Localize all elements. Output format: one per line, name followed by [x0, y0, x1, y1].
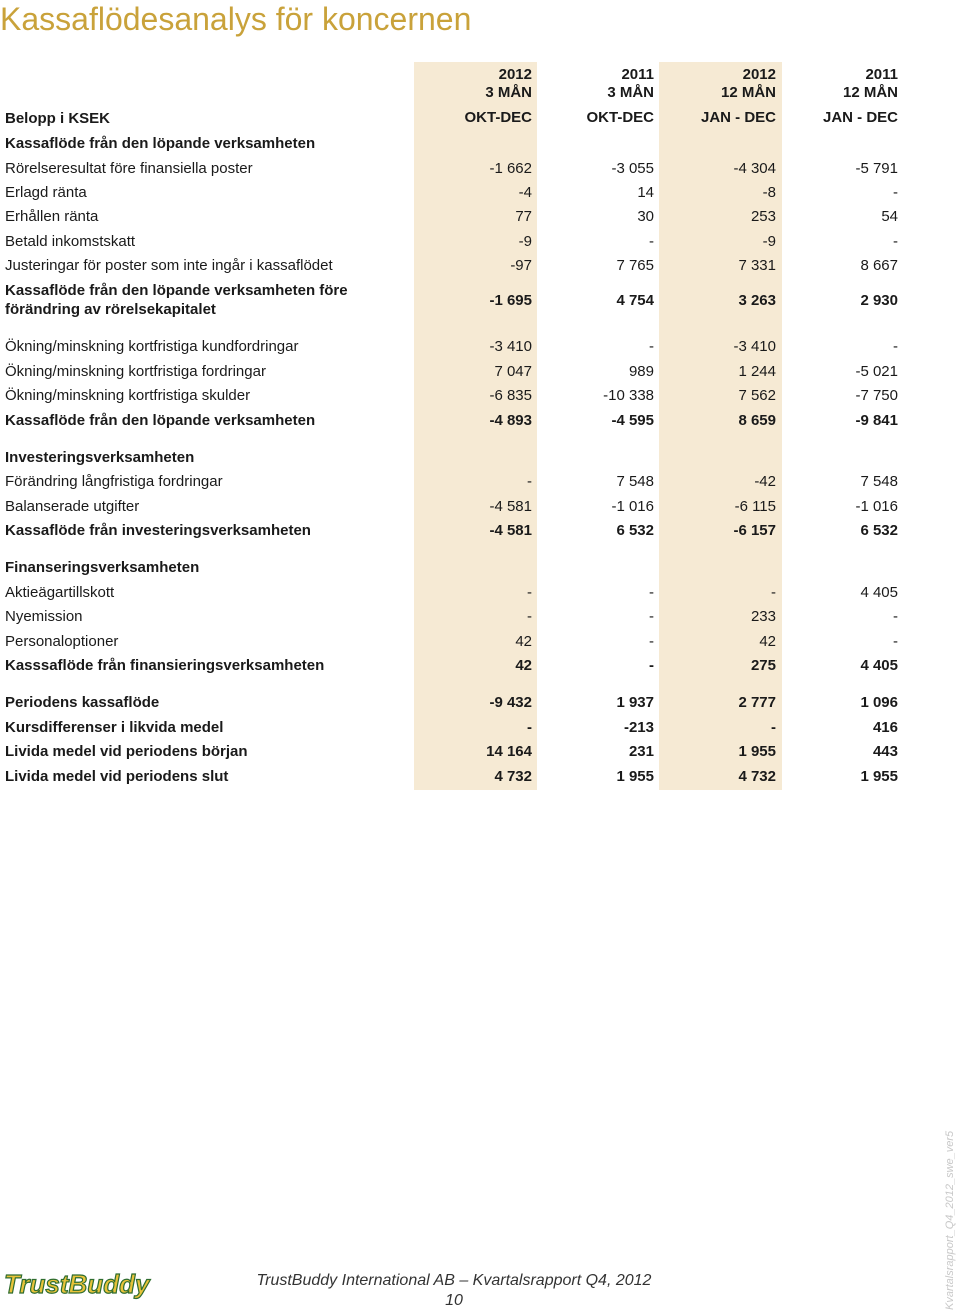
row-label: Personaloptioner — [5, 633, 119, 650]
row-label: Erhållen ränta — [5, 208, 99, 225]
page-number: 10 — [445, 1292, 463, 1309]
cell-value: 7 047 — [494, 363, 532, 380]
cell-value: -1 695 — [489, 292, 532, 309]
cell-value: 42 — [515, 633, 532, 650]
cell-value: - — [527, 719, 532, 736]
cell-value: 4 405 — [860, 657, 898, 674]
cell-value: -4 595 — [611, 412, 654, 429]
column-year: 2011 — [865, 66, 898, 83]
cell-value: 8 667 — [860, 257, 898, 274]
cell-value: - — [649, 233, 654, 250]
cell-value: - — [649, 338, 654, 355]
cell-value: -6 115 — [734, 498, 776, 515]
row-label: Investeringsverksamheten — [5, 449, 195, 466]
row-label: Kassaflöde från den löpande verksamheten — [5, 412, 316, 429]
cell-value: -4 — [518, 184, 532, 201]
cell-value: - — [527, 473, 532, 490]
cell-value: 4 405 — [860, 584, 898, 601]
cell-value: - — [893, 608, 898, 625]
row-label: Kassaflöde från den löpande verksamheten — [5, 135, 316, 152]
trustbuddy-logo — [2, 1266, 152, 1302]
cell-value: 42 — [759, 633, 776, 650]
cell-value: 2 930 — [860, 292, 898, 309]
cell-value: -213 — [623, 719, 654, 736]
cell-value: -3 410 — [489, 338, 532, 355]
row-label: Justeringar för poster som inte ingår i kassaflödet — [5, 257, 333, 274]
cell-value: -7 750 — [855, 387, 898, 404]
cell-value: - — [771, 584, 776, 601]
cell-value: -9 — [518, 233, 532, 250]
cell-value: - — [649, 633, 654, 650]
row-label: Erlagd ränta — [5, 184, 87, 201]
cell-value: 1 955 — [738, 743, 776, 760]
cell-value: 4 732 — [494, 768, 532, 785]
cell-value: 416 — [872, 719, 898, 736]
unit-label: Belopp i KSEK — [5, 110, 111, 127]
column-year: 2012 — [742, 66, 776, 83]
cell-value: -9 432 — [489, 694, 532, 711]
cell-value: 1 955 — [860, 768, 898, 785]
row-label: Aktieägartillskott — [5, 584, 115, 601]
row-label: Ökning/minskning kortfristiga fordringar — [5, 363, 266, 380]
cell-value: 275 — [750, 657, 776, 674]
cell-value: 253 — [750, 208, 776, 225]
cell-value: 6 532 — [860, 522, 898, 539]
cell-value: 7 331 — [738, 257, 776, 274]
cell-value: -42 — [754, 473, 776, 490]
cell-value: -4 581 — [489, 522, 532, 539]
cell-value: -6 835 — [489, 387, 532, 404]
cell-value: 54 — [881, 208, 898, 225]
row-label: Livida medel vid periodens slut — [5, 768, 229, 785]
cell-value: 4 754 — [616, 292, 654, 309]
row-label: Betald inkomstskatt — [5, 233, 136, 250]
row-label: Rörelseresultat före finansiella poster — [5, 160, 253, 177]
cell-value: -1 016 — [855, 498, 898, 515]
cell-value: - — [893, 184, 898, 201]
row-label: Kasssaflöde från finansieringsverksamheten — [5, 657, 325, 674]
cell-value: -5 791 — [855, 160, 898, 177]
cell-value: - — [649, 657, 654, 674]
cell-value: 3 263 — [738, 292, 776, 309]
cell-value: -9 841 — [855, 412, 898, 429]
column-period: 3 MÅN — [607, 84, 654, 101]
column-range: OKT-DEC — [464, 109, 532, 126]
cell-value: -1 662 — [489, 160, 532, 177]
column-range: OKT-DEC — [586, 109, 654, 126]
cell-value: - — [527, 608, 532, 625]
cell-value: 1 244 — [738, 363, 776, 380]
row-label: Kassaflöde från den löpande verksamheten före — [5, 282, 348, 299]
cell-value: 443 — [872, 743, 898, 760]
cell-value: 4 732 — [738, 768, 776, 785]
cell-value: 7 562 — [738, 387, 776, 404]
cell-value: 42 — [515, 657, 532, 674]
cell-value: -5 021 — [855, 363, 898, 380]
cell-value: -4 581 — [489, 498, 532, 515]
row-label-continuation: förändring av rörelsekapitalet — [5, 301, 216, 318]
cell-value: - — [527, 584, 532, 601]
row-label: Kassaflöde från investeringsverksamheten — [5, 522, 311, 539]
column-range: JAN - DEC — [822, 109, 898, 126]
cell-value: 1 096 — [860, 694, 898, 711]
cell-value: -10 338 — [603, 387, 654, 404]
cell-value: - — [893, 338, 898, 355]
document-version-note: Kvartalsrapport_Q4_2012_swe_ver5 — [944, 1130, 956, 1310]
row-label: Periodens kassaflöde — [5, 694, 160, 711]
cell-value: 233 — [750, 608, 776, 625]
cell-value: 231 — [628, 743, 654, 760]
row-label: Förändring långfristiga fordringar — [5, 473, 223, 490]
column-period: 12 MÅN — [842, 84, 898, 101]
row-label: Nyemission — [5, 608, 83, 625]
cell-value: -4 304 — [733, 160, 776, 177]
cell-value: 2 777 — [738, 694, 776, 711]
footer-company-line: TrustBuddy International AB – Kvartalsrapport Q4, 2012 — [256, 1272, 652, 1289]
cell-value: -3 055 — [611, 160, 654, 177]
cell-value: -3 410 — [733, 338, 776, 355]
cell-value: 8 659 — [738, 412, 776, 429]
row-label: Finanseringsverksamheten — [5, 559, 200, 576]
cell-value: -4 893 — [489, 412, 532, 429]
column-period: 3 MÅN — [485, 84, 532, 101]
cell-value: 7 765 — [616, 257, 654, 274]
column-year: 2012 — [498, 66, 532, 83]
cell-value: 30 — [637, 208, 654, 225]
cell-value: - — [649, 584, 654, 601]
column-range: JAN - DEC — [700, 109, 776, 126]
cell-value: 1 937 — [616, 694, 654, 711]
row-label: Livida medel vid periodens början — [5, 743, 248, 760]
cell-value: 989 — [628, 363, 654, 380]
cell-value: -6 157 — [733, 522, 776, 539]
cell-value: 6 532 — [616, 522, 654, 539]
cell-value: 7 548 — [616, 473, 654, 490]
cell-value: -8 — [762, 184, 776, 201]
row-label: Ökning/minskning kortfristiga skulder — [5, 387, 251, 404]
cell-value: 14 — [637, 184, 654, 201]
cell-value: - — [649, 608, 654, 625]
cell-value: 7 548 — [860, 473, 898, 490]
cell-value: 14 164 — [486, 743, 532, 760]
cell-value: -9 — [762, 233, 776, 250]
cell-value: 77 — [515, 208, 532, 225]
cell-value: - — [771, 719, 776, 736]
cell-value: 1 955 — [616, 768, 654, 785]
column-year: 2011 — [621, 66, 654, 83]
cell-value: -97 — [510, 257, 532, 274]
cell-value: -1 016 — [611, 498, 654, 515]
row-label: Ökning/minskning kortfristiga kundfordringar — [5, 338, 299, 355]
cell-value: - — [893, 233, 898, 250]
cell-value: - — [893, 633, 898, 650]
row-label: Balanserade utgifter — [5, 498, 140, 515]
logo-text: TrustBuddy — [4, 1269, 150, 1299]
page-title: Kassaflödesanalys för koncernen — [0, 1, 472, 37]
row-label: Kursdifferenser i likvida medel — [5, 719, 224, 736]
column-period: 12 MÅN — [720, 84, 776, 101]
